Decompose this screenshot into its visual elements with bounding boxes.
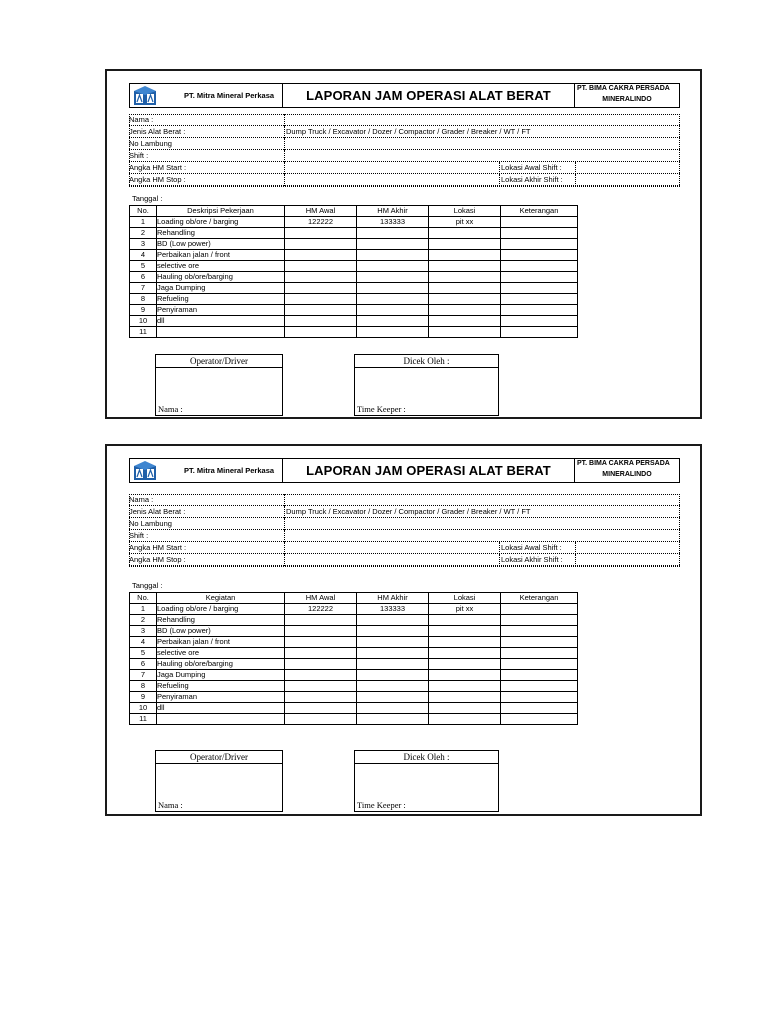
table-row <box>130 305 578 316</box>
row-description: Perbaikan jalan / front <box>157 637 285 648</box>
shift-label: Shift : <box>129 151 149 160</box>
lokasi-akhir-label: Lokasi Akhir Shift : <box>501 175 563 184</box>
company-logo-icon <box>133 86 157 106</box>
row-hm-akhir <box>357 615 429 626</box>
jenis-label: Jenis Alat Berat : <box>129 507 186 516</box>
row-keterangan <box>501 294 578 305</box>
form-header <box>129 458 680 483</box>
row-lokasi <box>429 615 501 626</box>
row-description: Hauling ob/ore/barging <box>157 659 285 670</box>
table-row <box>130 250 578 261</box>
row-keterangan <box>501 637 578 648</box>
checker-signature-box <box>354 750 499 812</box>
info-row-jenis <box>129 506 680 518</box>
row-hm-akhir <box>357 294 429 305</box>
report-form-1 <box>105 69 702 419</box>
row-lokasi <box>429 327 501 338</box>
table-header-row <box>130 206 578 217</box>
table-row <box>130 327 578 338</box>
row-hm-akhir <box>357 250 429 261</box>
row-hm-awal <box>285 239 357 250</box>
row-hm-awal <box>285 648 357 659</box>
info-row-jenis <box>129 126 680 138</box>
company-right-line1: PT. BIMA CAKRA PERSADA <box>577 460 670 467</box>
row-hm-awal <box>285 637 357 648</box>
row-no: 10 <box>130 703 157 714</box>
row-hm-awal <box>285 272 357 283</box>
company-logo-icon <box>133 461 157 481</box>
table-row <box>130 670 578 681</box>
row-no: 11 <box>130 327 157 338</box>
row-hm-akhir <box>357 714 429 725</box>
row-hm-awal <box>285 714 357 725</box>
row-no: 11 <box>130 714 157 725</box>
row-hm-akhir: 133333 <box>357 604 429 615</box>
jenis-label: Jenis Alat Berat : <box>129 127 186 136</box>
row-lokasi <box>429 272 501 283</box>
col-hm-akhir: HM Akhir <box>357 593 429 604</box>
table-row <box>130 294 578 305</box>
row-lokasi <box>429 250 501 261</box>
row-no: 3 <box>130 626 157 637</box>
table-row <box>130 272 578 283</box>
row-hm-akhir <box>357 659 429 670</box>
row-keterangan <box>501 261 578 272</box>
row-lokasi: pit xx <box>429 604 501 615</box>
company-right-cell <box>574 458 680 483</box>
report-title: LAPORAN JAM OPERASI ALAT BERAT <box>306 88 551 103</box>
info-row-lambung <box>129 138 680 150</box>
form-header <box>129 83 680 108</box>
row-hm-akhir <box>357 648 429 659</box>
row-hm-akhir <box>357 316 429 327</box>
row-keterangan <box>501 692 578 703</box>
col-hm-akhir: HM Akhir <box>357 206 429 217</box>
row-lokasi <box>429 305 501 316</box>
table-row <box>130 626 578 637</box>
title-cell <box>282 83 575 108</box>
row-hm-awal <box>285 692 357 703</box>
row-description: BD (Low power) <box>157 626 285 637</box>
row-hm-awal <box>285 283 357 294</box>
row-hm-akhir: 133333 <box>357 217 429 228</box>
row-description <box>157 714 285 725</box>
row-no: 9 <box>130 692 157 703</box>
hm-start-label: Angka HM Start : <box>129 163 187 172</box>
company-right-cell <box>574 83 680 108</box>
nama-label: Nama : <box>129 115 154 124</box>
row-lokasi <box>429 714 501 725</box>
table-row <box>130 615 578 626</box>
col-kegiatan: Kegiatan <box>157 593 285 604</box>
row-hm-akhir <box>357 626 429 637</box>
row-hm-awal <box>285 294 357 305</box>
row-description: Loading ob/ore / barging <box>157 217 285 228</box>
row-keterangan <box>501 681 578 692</box>
row-hm-awal <box>285 615 357 626</box>
table-row <box>130 714 578 725</box>
row-no: 8 <box>130 294 157 305</box>
row-hm-akhir <box>357 228 429 239</box>
row-description: selective ore <box>157 261 285 272</box>
table-row <box>130 659 578 670</box>
row-hm-akhir <box>357 681 429 692</box>
operator-name-label: Nama : <box>158 800 183 810</box>
row-description: Hauling ob/ore/barging <box>157 272 285 283</box>
row-no: 8 <box>130 681 157 692</box>
col-lokasi: Lokasi <box>429 206 501 217</box>
table-row <box>130 217 578 228</box>
row-hm-awal <box>285 659 357 670</box>
row-lokasi: pit xx <box>429 217 501 228</box>
row-lokasi <box>429 703 501 714</box>
row-no: 5 <box>130 648 157 659</box>
row-hm-awal <box>285 626 357 637</box>
row-no: 10 <box>130 316 157 327</box>
col-hm-awal: HM Awal <box>285 593 357 604</box>
table-row <box>130 703 578 714</box>
row-description: Penyiraman <box>157 692 285 703</box>
row-no: 6 <box>130 659 157 670</box>
row-no: 7 <box>130 283 157 294</box>
row-hm-awal <box>285 228 357 239</box>
report-form-2 <box>105 444 702 816</box>
operator-signature-box <box>155 354 283 416</box>
info-row-hm-start <box>129 162 680 174</box>
row-hm-awal <box>285 261 357 272</box>
row-keterangan <box>501 283 578 294</box>
row-hm-awal <box>285 316 357 327</box>
row-description: BD (Low power) <box>157 239 285 250</box>
row-lokasi <box>429 316 501 327</box>
time-keeper-label: Time Keeper : <box>357 800 406 810</box>
row-description: selective ore <box>157 648 285 659</box>
row-no: 1 <box>130 604 157 615</box>
row-hm-awal <box>285 703 357 714</box>
info-row-hm-stop <box>129 554 680 566</box>
checker-signature-box <box>354 354 499 416</box>
company-right-line2: MINERALINDO <box>602 96 652 103</box>
lokasi-akhir-label: Lokasi Akhir Shift : <box>501 555 563 564</box>
col-desc: Deskripsi Pekerjaan <box>157 206 285 217</box>
row-description: Refueling <box>157 294 285 305</box>
company-left-cell <box>129 83 283 108</box>
table-row <box>130 637 578 648</box>
row-description: Rehandling <box>157 615 285 626</box>
info-row-hm-start <box>129 542 680 554</box>
row-lokasi <box>429 239 501 250</box>
row-hm-awal: 122222 <box>285 217 357 228</box>
table-row <box>130 316 578 327</box>
company-right-line1: PT. BIMA CAKRA PERSADA <box>577 85 670 92</box>
time-keeper-label: Time Keeper : <box>357 404 406 414</box>
row-lokasi <box>429 659 501 670</box>
row-lokasi <box>429 648 501 659</box>
row-lokasi <box>429 261 501 272</box>
row-description: Perbaikan jalan / front <box>157 250 285 261</box>
row-hm-awal <box>285 681 357 692</box>
row-keterangan <box>501 714 578 725</box>
row-keterangan <box>501 228 578 239</box>
row-description: Jaga Dumping <box>157 283 285 294</box>
table-row <box>130 681 578 692</box>
row-keterangan <box>501 217 578 228</box>
operator-title: Operator/Driver <box>156 355 282 368</box>
row-lokasi <box>429 294 501 305</box>
row-no: 3 <box>130 239 157 250</box>
hm-stop-label: Angka HM Stop : <box>129 175 186 184</box>
row-hm-akhir <box>357 283 429 294</box>
table-row <box>130 261 578 272</box>
row-description: Rehandling <box>157 228 285 239</box>
lambung-label: No Lambung <box>129 139 172 148</box>
row-lokasi <box>429 283 501 294</box>
col-lokasi: Lokasi <box>429 593 501 604</box>
row-keterangan <box>501 703 578 714</box>
company-right-line2: MINERALINDO <box>602 471 652 478</box>
table-row <box>130 648 578 659</box>
tanggal-label: Tanggal : <box>132 581 163 590</box>
row-hm-akhir <box>357 272 429 283</box>
row-description: dll <box>157 316 285 327</box>
row-keterangan <box>501 305 578 316</box>
checker-title: Dicek Oleh : <box>355 751 498 764</box>
row-no: 2 <box>130 228 157 239</box>
col-no: No. <box>130 593 157 604</box>
row-no: 4 <box>130 637 157 648</box>
checker-title: Dicek Oleh : <box>355 355 498 368</box>
row-hm-awal <box>285 670 357 681</box>
row-lokasi <box>429 681 501 692</box>
row-lokasi <box>429 692 501 703</box>
col-keterangan: Keterangan <box>501 593 578 604</box>
row-hm-akhir <box>357 239 429 250</box>
row-keterangan <box>501 272 578 283</box>
lokasi-awal-label: Lokasi Awal Shift : <box>501 163 562 172</box>
row-description: Penyiraman <box>157 305 285 316</box>
row-keterangan <box>501 250 578 261</box>
row-lokasi <box>429 637 501 648</box>
row-keterangan <box>501 239 578 250</box>
info-row-hm-stop <box>129 174 680 186</box>
lambung-label: No Lambung <box>129 519 172 528</box>
row-description: Refueling <box>157 681 285 692</box>
row-description <box>157 327 285 338</box>
row-hm-akhir <box>357 703 429 714</box>
report-title: LAPORAN JAM OPERASI ALAT BERAT <box>306 463 551 478</box>
shift-label: Shift : <box>129 531 149 540</box>
row-hm-awal <box>285 327 357 338</box>
table-row <box>130 692 578 703</box>
row-keterangan <box>501 615 578 626</box>
row-keterangan <box>501 659 578 670</box>
row-hm-akhir <box>357 327 429 338</box>
row-lokasi <box>429 626 501 637</box>
row-no: 2 <box>130 615 157 626</box>
row-no: 1 <box>130 217 157 228</box>
company-left-name: PT. Mitra Mineral Perkasa <box>184 466 275 475</box>
row-description: Jaga Dumping <box>157 670 285 681</box>
row-hm-awal: 122222 <box>285 604 357 615</box>
table-row <box>130 283 578 294</box>
row-no: 9 <box>130 305 157 316</box>
col-hm-awal: HM Awal <box>285 206 357 217</box>
jenis-value: Dump Truck / Excavator / Dozer / Compactor / Grader / Breaker / WT / FT <box>286 507 531 516</box>
operator-name-label: Nama : <box>158 404 183 414</box>
hm-start-label: Angka HM Start : <box>129 543 187 552</box>
row-description: Loading ob/ore / barging <box>157 604 285 615</box>
row-hm-awal <box>285 305 357 316</box>
row-description: dll <box>157 703 285 714</box>
row-hm-akhir <box>357 670 429 681</box>
row-hm-akhir <box>357 261 429 272</box>
row-keterangan <box>501 604 578 615</box>
row-hm-akhir <box>357 692 429 703</box>
table-row <box>130 239 578 250</box>
table-header-row <box>130 593 578 604</box>
row-keterangan <box>501 670 578 681</box>
row-keterangan <box>501 327 578 338</box>
company-left-cell <box>129 458 283 483</box>
col-no: No. <box>130 206 157 217</box>
nama-label: Nama : <box>129 495 154 504</box>
info-row-shift <box>129 150 680 162</box>
row-lokasi <box>429 228 501 239</box>
col-keterangan: Keterangan <box>501 206 578 217</box>
jenis-value: Dump Truck / Excavator / Dozer / Compactor / Grader / Breaker / WT / FT <box>286 127 531 136</box>
company-left-name: PT. Mitra Mineral Perkasa <box>184 91 275 100</box>
operator-title: Operator/Driver <box>156 751 282 764</box>
row-keterangan <box>501 648 578 659</box>
info-row-shift <box>129 530 680 542</box>
work-table <box>129 205 578 338</box>
title-cell <box>282 458 575 483</box>
tanggal-label: Tanggal : <box>132 194 163 203</box>
row-hm-akhir <box>357 305 429 316</box>
table-row <box>130 228 578 239</box>
work-table <box>129 592 578 725</box>
row-keterangan <box>501 626 578 637</box>
row-no: 6 <box>130 272 157 283</box>
row-no: 7 <box>130 670 157 681</box>
lokasi-awal-label: Lokasi Awal Shift : <box>501 543 562 552</box>
table-row <box>130 604 578 615</box>
info-row-lambung <box>129 518 680 530</box>
row-hm-akhir <box>357 637 429 648</box>
row-no: 5 <box>130 261 157 272</box>
row-no: 4 <box>130 250 157 261</box>
info-row-nama <box>129 114 680 126</box>
info-row-nama <box>129 494 680 506</box>
hm-stop-label: Angka HM Stop : <box>129 555 186 564</box>
operator-signature-box <box>155 750 283 812</box>
row-lokasi <box>429 670 501 681</box>
row-hm-awal <box>285 250 357 261</box>
row-keterangan <box>501 316 578 327</box>
